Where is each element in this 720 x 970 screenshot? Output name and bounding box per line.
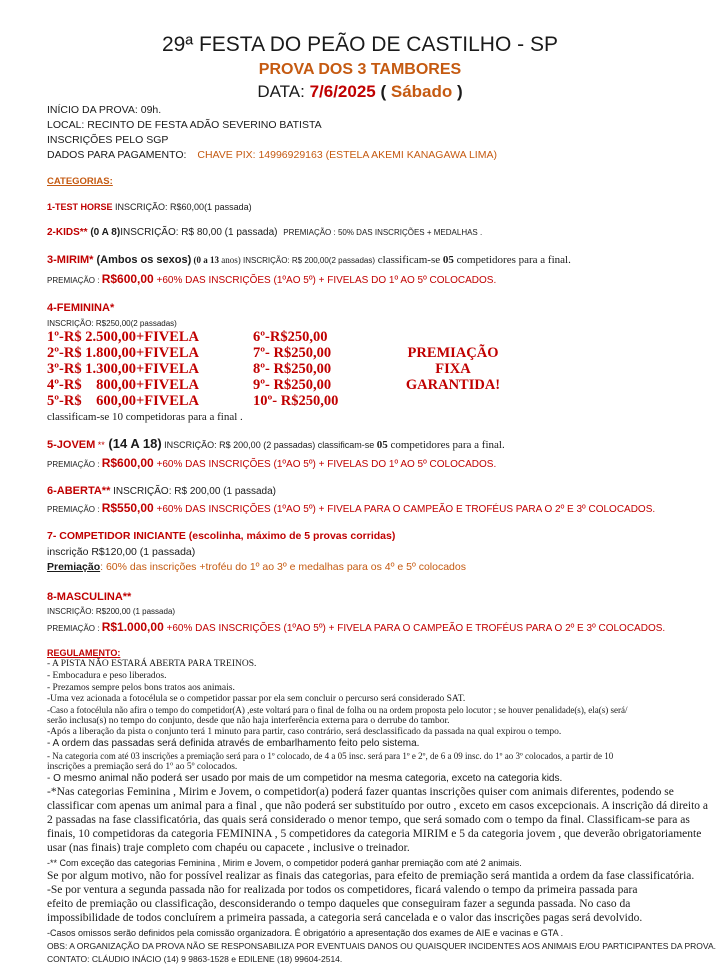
date-day: Sábado bbox=[390, 82, 453, 101]
rule-line: - A ordem das passadas será definida através de embarlhamento feito pelo sistema. bbox=[47, 738, 420, 749]
category-classify: classificam-se bbox=[375, 254, 443, 266]
prize-label: PREMIAÇÃO : bbox=[47, 460, 102, 469]
info-payment bbox=[47, 149, 497, 161]
category-prize: PREMIAÇÃO : 50% DAS INSCRIÇÕES + MEDALHAS . bbox=[283, 228, 483, 237]
prize-rest: : 60% das inscrições +troféu do 1º ao 3º e medalhas para os 4º e 5º colocados bbox=[100, 561, 466, 573]
prize-value: R$1.000,00 bbox=[101, 620, 164, 634]
regulamento-heading: REGULAMENTO: bbox=[47, 648, 121, 658]
info-start: INÍCIO DA PROVA: 09h. bbox=[47, 104, 162, 116]
rule-line: - O mesmo animal não poderá ser usado por mais de um competidor na mesma categoria, exceto na categoria kids. bbox=[47, 773, 563, 784]
category-details: INSCRIÇÃO: R$ 200,00 (1 passada) bbox=[110, 486, 276, 497]
category-iniciante-details: inscrição R$120,00 (1 passada) bbox=[47, 546, 196, 558]
category-classify-end: competidores para a final. bbox=[453, 254, 571, 266]
category-name: 2-KIDS** bbox=[47, 227, 88, 238]
categories-heading: CATEGORIAS: bbox=[47, 176, 113, 187]
rule-line: serão inclusa(s) no tempo do conjunto, desde que não haja interferência externa para o derrube do tambor. bbox=[47, 716, 450, 726]
rule-line: impossibilidade de todos concluírem a primeira passada, a categoria será cancelada e o valor das inscrições pagas será devolvido. bbox=[47, 912, 643, 924]
rule-line: - A PISTA NÃO ESTARÁ ABERTA PARA TREINOS. bbox=[47, 659, 257, 669]
category-name: 1-TEST HORSE bbox=[47, 202, 113, 212]
rule-line: -Caso a fotocélula não afira o tempo do competidor(A) ,este voltará para o final de folha ou na ordem proposta pelo locutor ; se houver penalidade(s), ela(s) será/ bbox=[47, 705, 628, 715]
category-jovem-prize bbox=[47, 456, 496, 470]
category-jovem bbox=[47, 436, 505, 451]
rule-line: 2 passadas na fase classificatória, das quais será considerado o menor tempo, que será somado com o tempo da final. Classificam-se para as bbox=[47, 814, 690, 826]
date-paren-open: ( bbox=[375, 82, 391, 101]
rule-line: -Se por ventura a segunda passada não for realizada por todos os competidores, ficará valendo o tempo da primeira passada para bbox=[47, 884, 638, 896]
rule-line: efeito de premiação ou classificação, desconsiderando o tempo daqueles que conseguiram fazer a segunda passada. No caso da bbox=[47, 898, 631, 910]
category-iniciante-prize bbox=[47, 561, 466, 573]
rule-line: -** Com exceção das categorias Feminina , Mirim e Jovem, o competidor poderá ganhar premiação com até 2 animais. bbox=[47, 858, 522, 868]
prize-rest: +60% DAS INSCRIÇÕES (1ºAO 5º) + FIVELA PARA O CAMPEÃO E TROFÉUS PARA O 2º E 3º COLOCADOS. bbox=[163, 623, 666, 634]
category-masculina-prize bbox=[47, 620, 665, 634]
payment-pix: CHAVE PIX: 14996929163 (ESTELA AKEMI KANAGAWA LIMA) bbox=[197, 149, 497, 161]
category-masculina-details: INSCRIÇÃO: R$200,00 (1 passada) bbox=[47, 607, 176, 616]
category-details: INSCRIÇÃO: R$60,00(1 passada) bbox=[115, 202, 252, 212]
category-name: 5-JOVEM bbox=[47, 439, 96, 451]
category-mirim-prize bbox=[47, 272, 496, 286]
rule-line: - Embocadura e peso liberados. bbox=[47, 671, 167, 681]
rule-line: - Na categoria com até 03 inscrições a premiação será para o 1º colocado, de 4 a 05 insc. será para 1º e 2º, de 6 a 09 insc. do 1º ao 3º colocados, a partir de 10 bbox=[47, 751, 614, 761]
category-age-range: (0 a 13 bbox=[191, 255, 220, 265]
event-date bbox=[0, 82, 720, 102]
prize-value: R$550,00 bbox=[101, 501, 154, 515]
category-details: INSCRIÇÃO: R$ 200,00(2 passadas) bbox=[240, 256, 376, 265]
date-value: 7/6/2025 bbox=[309, 82, 376, 101]
category-mirim bbox=[47, 254, 571, 266]
category-aberta bbox=[47, 485, 276, 497]
contact-line: CONTATO: CLÁUDIO INÁCIO (14) 9 9863-1528 e EDILENE (18) 99604-2514. bbox=[47, 954, 343, 964]
rule-line: inscrições a premiação será do 1º ao 5º colocados. bbox=[47, 762, 238, 772]
page-subtitle: PROVA DOS 3 TAMBORES bbox=[258, 61, 462, 78]
guaranteed-line-3: GARANTIDA! bbox=[405, 377, 501, 393]
prize-3rd: 3º-R$ 1.300,00+FIVELA bbox=[47, 361, 200, 377]
prize-rest: +60% DAS INSCRIÇÕES (1ºAO 5º) + FIVELAS DO 1º AO 5º COLOCADOS. bbox=[153, 459, 497, 470]
guaranteed-line-2: FIXA bbox=[435, 361, 471, 377]
rule-line: - Prezamos sempre pelos bons tratos aos animais. bbox=[47, 683, 235, 693]
category-feminina-details: INSCRIÇÃO: R$250,00(2 passadas) bbox=[47, 319, 177, 328]
category-details: INSCRIÇÃO: R$ 200,00 (2 passadas) classificam-se bbox=[161, 440, 377, 450]
category-details: INSCRIÇÃO: R$ 80,00 (1 passada) bbox=[120, 227, 278, 238]
payment-label: DADOS PARA PAGAMENTO: bbox=[47, 149, 187, 161]
prize-rest: +60% DAS INSCRIÇÕES (1ºAO 5º) + FIVELA PARA O CAMPEÃO E TROFÉUS PARA O 2º E 3º COLOCADOS. bbox=[153, 504, 656, 515]
category-masculina-name: 8-MASCULINA** bbox=[47, 591, 132, 603]
prize-8th: 8º- R$250,00 bbox=[253, 361, 332, 377]
category-classify-num: 05 bbox=[442, 254, 454, 266]
category-age-unit: anos) bbox=[219, 255, 241, 265]
category-classify-num: 05 bbox=[376, 439, 388, 451]
category-stars: ** bbox=[95, 440, 105, 450]
category-name: 3-MIRIM* bbox=[47, 254, 94, 266]
date-label: DATA: bbox=[257, 82, 310, 101]
page-title: 29ª FESTA DO PEÃO DE CASTILHO - SP bbox=[162, 33, 558, 56]
category-iniciante-name: 7- COMPETIDOR INICIANTE (escolinha, máximo de 5 provas corridas) bbox=[47, 530, 396, 542]
category-age: (14 A 18) bbox=[104, 436, 162, 451]
rule-line: -Após a liberação da pista o conjunto terá 1 minuto para partir, caso contrário, será desclassificado da passada na qual expirou o tempo. bbox=[47, 727, 562, 737]
category-age: (0 A 8) bbox=[87, 227, 121, 238]
info-local: LOCAL: RECINTO DE FESTA ADÃO SEVERINO BATISTA bbox=[47, 119, 322, 131]
category-feminina-classify: classificam-se 10 competidoras para a final . bbox=[47, 411, 243, 423]
category-feminina-name: 4-FEMININA* bbox=[47, 302, 115, 314]
category-name: 6-ABERTA** bbox=[47, 485, 111, 497]
prize-7th: 7º- R$250,00 bbox=[253, 345, 332, 361]
prize-6th: 6º-R$250,00 bbox=[253, 329, 328, 345]
category-age: (Ambos os sexos) bbox=[93, 254, 192, 266]
date-paren-close: ) bbox=[452, 82, 463, 101]
rule-line: -Casos omissos serão definidos pela comissão organizadora. É obrigatório a apresentação dos exames de AIE e vacinas e GTA . bbox=[47, 928, 564, 938]
prize-10th: 10º- R$250,00 bbox=[253, 393, 339, 409]
rule-line: finais, 10 competidoras da categoria FEMININA , 5 competidores da categoria MIRIM e 5 da categoria jovem , que deverão obrigatoriamente bbox=[47, 828, 702, 840]
prize-label: PREMIAÇÃO : bbox=[47, 505, 102, 514]
prize-label: Premiação bbox=[47, 561, 101, 573]
category-kids bbox=[47, 227, 482, 238]
info-inscricoes: INSCRIÇÕES PELO SGP bbox=[47, 134, 169, 146]
rule-line: usar (nas finais) traje completo com chapéu ou capacete , inclusive o treinador. bbox=[47, 842, 410, 854]
prize-value: R$600,00 bbox=[101, 272, 154, 286]
prize-label: PREMIAÇÃO : bbox=[47, 624, 102, 633]
rule-line: Se por algum motivo, não for possível realizar as finais das categorias, para efeito de premiação será mantida a ordem da fase classificatória. bbox=[47, 870, 695, 882]
guaranteed-line-1: PREMIAÇÃO bbox=[407, 345, 499, 361]
category-classify-end: competidores para a final. bbox=[387, 439, 505, 451]
prize-value: R$600,00 bbox=[101, 456, 154, 470]
prize-9th: 9º- R$250,00 bbox=[253, 377, 332, 393]
prize-rest: +60% DAS INSCRIÇÕES (1ºAO 5º) + FIVELAS DO 1º AO 5º COLOCADOS. bbox=[153, 275, 497, 286]
rule-line: -*Nas categorias Feminina , Mirim e Jovem, o competidor(a) poderá fazer quantas inscrições quiser com animais diferentes, podendo se bbox=[47, 786, 674, 798]
category-aberta-prize bbox=[47, 501, 655, 515]
prize-2nd: 2º-R$ 1.800,00+FIVELA bbox=[47, 345, 200, 361]
rule-line: OBS: A ORGANIZAÇÃO DA PROVA NÃO SE RESPONSABILIZA POR EVENTUAIS DANOS OU QUAISQUER INCIDENTES AOS ANIMAIS E/OU PARTICIPANTES DA PROVA. bbox=[47, 941, 716, 951]
rule-line: -Uma vez acionada a fotocélula se o competidor passar por ela sem concluir o percurso será considerado SAT. bbox=[47, 694, 466, 704]
prize-label: PREMIAÇÃO : bbox=[47, 276, 102, 285]
rule-line: classificar com apenas um animal para a final , que não poderá ser substituído por outro , exceto em casos excepcionais. A inscrição dá direito a bbox=[47, 800, 709, 812]
prize-4th: 4º-R$ 800,00+FIVELA bbox=[47, 377, 200, 393]
prize-1st: 1º-R$ 2.500,00+FIVELA bbox=[47, 329, 200, 345]
prize-5th: 5º-R$ 600,00+FIVELA bbox=[47, 393, 200, 409]
category-test-horse bbox=[47, 202, 252, 212]
